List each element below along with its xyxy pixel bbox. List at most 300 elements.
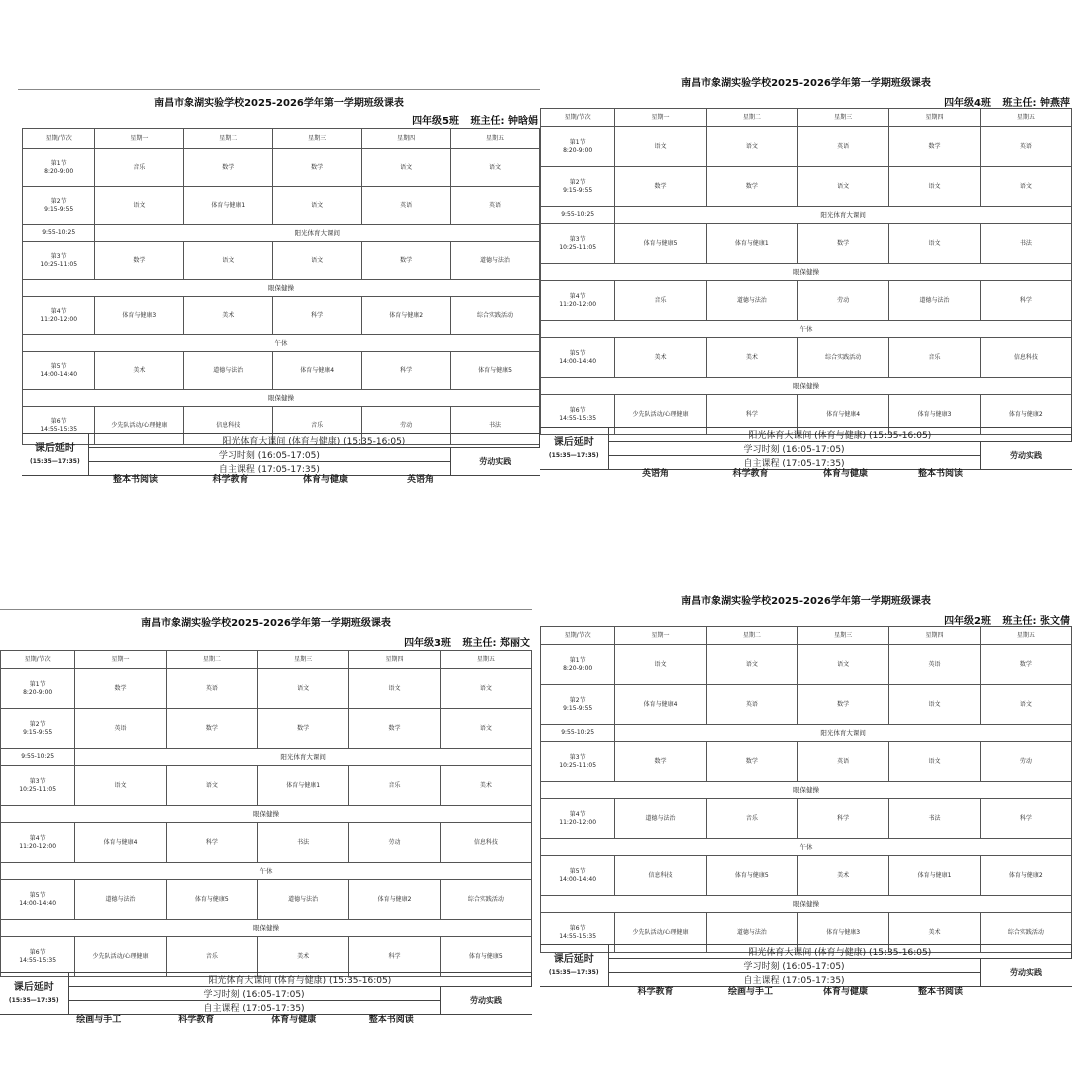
lesson-cell: 语文 xyxy=(273,242,362,280)
period-name: 第6节 xyxy=(569,406,586,414)
elective-activity: 科学教育 xyxy=(637,987,674,997)
period-name: 第3节 xyxy=(569,235,586,243)
lesson-cell: 语文 xyxy=(615,127,706,167)
labor-practice: 劳动实践 xyxy=(450,448,539,476)
lesson-cell: 数学 xyxy=(706,167,797,207)
eye-exercise: 眼保健操 xyxy=(23,280,540,297)
elective-activity: 英语角 xyxy=(406,475,434,485)
after-row xyxy=(540,428,1072,442)
after-activity-3: 自主课程 (17:05-17:35) xyxy=(608,456,980,470)
after-school-title-cell xyxy=(0,973,68,1015)
period-label xyxy=(541,127,615,167)
separator-row xyxy=(541,896,1072,913)
after-school-title: 课后延时 xyxy=(553,953,594,965)
elective-activity: 体育与健康 xyxy=(822,469,868,479)
lesson-cell: 美术 xyxy=(440,766,531,806)
period-row xyxy=(1,823,532,863)
after-school-time: (15:35—17:35) xyxy=(548,451,599,459)
break-activity: 阳光体育大课间 xyxy=(75,749,532,766)
period-time: 14:00-14:40 xyxy=(40,370,78,378)
lesson-cell: 少先队活动/心理健康 xyxy=(95,407,184,445)
elective-activity: 绘画与手工 xyxy=(727,987,773,997)
break-activity: 阳光体育大课间 xyxy=(95,225,540,242)
lesson-cell: 道德与法治 xyxy=(257,880,348,920)
head-teacher: 班主任: 钟燕萍 xyxy=(1002,98,1070,109)
period-time: 14:00-14:40 xyxy=(559,357,597,365)
header-row xyxy=(541,109,1072,127)
separator-row xyxy=(1,749,532,766)
header-day: 星期三 xyxy=(257,651,348,669)
lesson-cell: 科学 xyxy=(166,823,257,863)
lesson-cell: 体育与健康5 xyxy=(706,856,797,896)
noon-break: 午休 xyxy=(1,863,532,880)
lesson-cell: 音乐 xyxy=(615,281,706,321)
lesson-cell: 劳动 xyxy=(980,742,1071,782)
eye-exercise: 眼保健操 xyxy=(541,896,1072,913)
period-time: 11:20-12:00 xyxy=(40,315,78,323)
eye-exercise: 眼保健操 xyxy=(541,264,1072,281)
after-activity-1: 阳光体育大课间 (体育与健康) (15:35-16:05) xyxy=(608,945,1071,959)
after-row xyxy=(22,434,540,448)
lesson-cell: 劳动 xyxy=(362,407,451,445)
class-name: 四年级3班 xyxy=(404,638,452,649)
lesson-cell: 数学 xyxy=(75,669,166,709)
after-school-title: 课后延时 xyxy=(34,442,75,454)
header-day: 星期二 xyxy=(706,109,797,127)
noon-break: 午休 xyxy=(23,335,540,352)
lesson-cell: 体育与健康2 xyxy=(362,297,451,335)
period-row xyxy=(23,149,540,187)
eye-exercise: 眼保健操 xyxy=(1,806,532,823)
separator-row xyxy=(1,863,532,880)
after-activity-3: 自主课程 (17:05-17:35) xyxy=(608,973,980,987)
class-name: 四年级4班 xyxy=(944,98,992,109)
head-teacher: 班主任: 钟晗娟 xyxy=(470,116,538,127)
school-title: 南昌市象湖实验学校2025-2026学年第一学期班级课表 xyxy=(681,78,931,89)
period-name: 第3节 xyxy=(29,777,46,785)
timetable-grid xyxy=(540,626,1072,953)
after-school-time: (15:35—17:35) xyxy=(8,996,59,1004)
header-row xyxy=(541,627,1072,645)
lesson-cell: 数学 xyxy=(615,167,706,207)
period-label xyxy=(23,149,95,187)
lesson-cell: 音乐 xyxy=(706,799,797,839)
period-label xyxy=(1,669,75,709)
lesson-cell: 体育与健康3 xyxy=(95,297,184,335)
period-name: 第5节 xyxy=(50,362,67,370)
header-day: 星期一 xyxy=(615,627,706,645)
lesson-cell: 美术 xyxy=(95,352,184,390)
period-name: 第3节 xyxy=(569,753,586,761)
header-day: 星期二 xyxy=(166,651,257,669)
after-row xyxy=(540,959,1072,973)
period-time: 11:20-12:00 xyxy=(559,818,597,826)
lesson-cell: 体育与健康5 xyxy=(451,352,540,390)
period-time: 9:15-9:55 xyxy=(44,205,74,213)
timetable-grid xyxy=(22,128,540,445)
lesson-cell: 英语 xyxy=(75,709,166,749)
period-row xyxy=(1,880,532,920)
period-label xyxy=(541,685,615,725)
lesson-cell: 美术 xyxy=(797,856,888,896)
period-name: 第2节 xyxy=(569,696,586,704)
period-label xyxy=(1,880,75,920)
lesson-cell: 体育与健康1 xyxy=(706,224,797,264)
lesson-cell: 数学 xyxy=(980,645,1071,685)
separator-row xyxy=(1,920,532,937)
separator-row xyxy=(541,378,1072,395)
lesson-cell: 语文 xyxy=(95,187,184,225)
lesson-cell: 语文 xyxy=(257,669,348,709)
after-row xyxy=(22,448,540,462)
break-time: 9:55-10:25 xyxy=(541,207,615,224)
break-time: 9:55-10:25 xyxy=(541,725,615,742)
school-title: 南昌市象湖实验学校2025-2026学年第一学期班级课表 xyxy=(154,98,404,109)
elective-activity: 体育与健康 xyxy=(302,475,348,485)
activities-row xyxy=(608,466,988,479)
timetable-sheet-class4 xyxy=(540,70,1072,480)
period-time: 14:00-14:40 xyxy=(19,899,57,907)
period-time: 8:20-9:00 xyxy=(563,664,593,672)
period-row xyxy=(541,799,1072,839)
period-time: 10:25-11:05 xyxy=(19,785,57,793)
header-day: 星期三 xyxy=(797,109,888,127)
elective-activity: 科学教育 xyxy=(178,1015,215,1025)
lesson-cell: 科学 xyxy=(797,799,888,839)
lesson-cell: 英语 xyxy=(797,127,888,167)
period-name: 第1节 xyxy=(569,138,586,146)
lesson-cell: 信息科技 xyxy=(184,407,273,445)
class-info xyxy=(396,634,530,649)
separator-row xyxy=(23,390,540,407)
period-row xyxy=(541,685,1072,725)
header-day: 星期一 xyxy=(615,109,706,127)
head-teacher: 班主任: 郑丽文 xyxy=(462,638,530,649)
eye-exercise: 眼保健操 xyxy=(1,920,532,937)
header-period-day: 星期/节次 xyxy=(541,627,615,645)
period-row xyxy=(541,742,1072,782)
lesson-cell: 语文 xyxy=(706,645,797,685)
lesson-cell: 体育与健康2 xyxy=(980,856,1071,896)
header-day: 星期五 xyxy=(980,627,1071,645)
period-name: 第3节 xyxy=(50,252,67,260)
period-time: 8:20-9:00 xyxy=(44,167,74,175)
lesson-cell: 英语 xyxy=(166,669,257,709)
period-label xyxy=(23,352,95,390)
lesson-cell: 数学 xyxy=(362,242,451,280)
period-time: 11:20-12:00 xyxy=(559,300,597,308)
after-school-title: 课后延时 xyxy=(13,981,54,993)
lesson-cell: 英语 xyxy=(889,645,980,685)
break-time: 9:55-10:25 xyxy=(1,749,75,766)
lesson-cell: 美术 xyxy=(257,937,348,977)
period-time: 9:15-9:55 xyxy=(563,186,593,194)
period-row xyxy=(541,127,1072,167)
header-period-day: 星期/节次 xyxy=(23,129,95,149)
period-label xyxy=(541,856,615,896)
separator-row xyxy=(541,725,1072,742)
lesson-cell: 数学 xyxy=(273,149,362,187)
period-time: 14:55-15:35 xyxy=(40,425,78,433)
header-day: 星期四 xyxy=(889,627,980,645)
lesson-cell: 体育与健康4 xyxy=(615,685,706,725)
lesson-cell: 语文 xyxy=(184,242,273,280)
period-row xyxy=(1,766,532,806)
period-label xyxy=(23,297,95,335)
after-activity-3: 自主课程 (17:05-17:35) xyxy=(68,1001,440,1015)
timetable-sheet-class3 xyxy=(0,608,532,1026)
period-name: 第2节 xyxy=(29,720,46,728)
lesson-cell: 语文 xyxy=(706,127,797,167)
header-day: 星期二 xyxy=(706,627,797,645)
period-name: 第2节 xyxy=(50,197,67,205)
period-name: 第6节 xyxy=(569,924,586,932)
header-day: 星期五 xyxy=(980,109,1071,127)
lesson-cell: 语文 xyxy=(166,766,257,806)
header-period-day: 星期/节次 xyxy=(541,109,615,127)
period-name: 第5节 xyxy=(29,891,46,899)
period-name: 第5节 xyxy=(569,867,586,875)
period-name: 第4节 xyxy=(569,810,586,818)
lesson-cell: 数学 xyxy=(349,709,440,749)
elective-activity: 整本书阅读 xyxy=(917,987,963,997)
lesson-cell: 科学 xyxy=(349,937,440,977)
lesson-cell: 语文 xyxy=(980,685,1071,725)
lesson-cell: 科学 xyxy=(980,799,1071,839)
after-school-title: 课后延时 xyxy=(553,436,594,448)
lesson-cell: 数学 xyxy=(257,709,348,749)
period-row xyxy=(23,242,540,280)
period-name: 第4节 xyxy=(569,292,586,300)
period-label xyxy=(23,187,95,225)
timetable-sheet-class2 xyxy=(540,588,1072,998)
lesson-cell: 信息科技 xyxy=(440,823,531,863)
eye-exercise: 眼保健操 xyxy=(541,782,1072,799)
class-info xyxy=(936,94,1070,109)
labor-practice: 劳动实践 xyxy=(440,987,531,1015)
lesson-cell: 美术 xyxy=(184,297,273,335)
period-row xyxy=(1,709,532,749)
school-title: 南昌市象湖实验学校2025-2026学年第一学期班级课表 xyxy=(141,618,391,629)
period-label xyxy=(23,242,95,280)
elective-activity: 科学教育 xyxy=(212,475,249,485)
lesson-cell: 音乐 xyxy=(889,338,980,378)
lesson-cell: 英语 xyxy=(362,187,451,225)
elective-activity: 整本书阅读 xyxy=(112,475,158,485)
lesson-cell: 语文 xyxy=(889,167,980,207)
head-teacher: 班主任: 张文倩 xyxy=(1002,616,1070,627)
header-day: 星期二 xyxy=(184,129,273,149)
labor-practice: 劳动实践 xyxy=(980,959,1071,987)
separator-row xyxy=(541,321,1072,338)
period-time: 9:15-9:55 xyxy=(23,728,53,736)
break-activity: 阳光体育大课间 xyxy=(615,207,1072,224)
header-day: 星期一 xyxy=(95,129,184,149)
separator-row xyxy=(23,335,540,352)
lesson-cell: 体育与健康2 xyxy=(980,395,1071,435)
lesson-cell: 少先队活动/心理健康 xyxy=(615,395,706,435)
lesson-cell: 数学 xyxy=(184,149,273,187)
lesson-cell: 美术 xyxy=(889,913,980,953)
lesson-cell: 少先队活动/心理健康 xyxy=(75,937,166,977)
elective-activity: 体育与健康 xyxy=(271,1015,317,1025)
lesson-cell: 劳动 xyxy=(349,823,440,863)
period-time: 8:20-9:00 xyxy=(563,146,593,154)
period-name: 第2节 xyxy=(569,178,586,186)
class-name: 四年级5班 xyxy=(412,116,460,127)
lesson-cell: 书法 xyxy=(257,823,348,863)
header-day: 星期四 xyxy=(362,129,451,149)
eye-exercise: 眼保健操 xyxy=(541,378,1072,395)
lesson-cell: 音乐 xyxy=(273,407,362,445)
header-day: 星期三 xyxy=(273,129,362,149)
after-school-time: (15:35—17:35) xyxy=(30,457,80,465)
lesson-cell: 语文 xyxy=(889,224,980,264)
period-label xyxy=(541,281,615,321)
class-info xyxy=(404,112,538,127)
lesson-cell: 体育与健康5 xyxy=(166,880,257,920)
lesson-cell: 体育与健康1 xyxy=(257,766,348,806)
after-activity-2: 学习时刻 (16:05-17:05) xyxy=(68,987,440,1001)
period-label xyxy=(541,645,615,685)
lesson-cell: 道德与法治 xyxy=(75,880,166,920)
lesson-cell: 语文 xyxy=(75,766,166,806)
period-label xyxy=(1,937,75,977)
lesson-cell: 语文 xyxy=(797,645,888,685)
header-period-day: 星期/节次 xyxy=(1,651,75,669)
period-label xyxy=(1,766,75,806)
lesson-cell: 道德与法治 xyxy=(451,242,540,280)
lesson-cell: 英语 xyxy=(980,127,1071,167)
lesson-cell: 少先队活动/心理健康 xyxy=(615,913,706,953)
period-name: 第4节 xyxy=(29,834,46,842)
lesson-cell: 数学 xyxy=(797,685,888,725)
period-time: 8:20-9:00 xyxy=(23,688,53,696)
lesson-cell: 综合实践活动 xyxy=(980,913,1071,953)
separator-row xyxy=(1,806,532,823)
class-name: 四年级2班 xyxy=(944,616,992,627)
period-name: 第1节 xyxy=(50,159,67,167)
after-school-title-cell xyxy=(540,945,608,987)
period-row xyxy=(541,856,1072,896)
period-name: 第6节 xyxy=(29,948,46,956)
lesson-cell: 语文 xyxy=(440,709,531,749)
period-label xyxy=(541,799,615,839)
lesson-cell: 语文 xyxy=(362,149,451,187)
lesson-cell: 音乐 xyxy=(166,937,257,977)
lesson-cell: 体育与健康1 xyxy=(889,856,980,896)
period-row xyxy=(23,297,540,335)
lesson-cell: 信息科技 xyxy=(980,338,1071,378)
period-label xyxy=(1,823,75,863)
lesson-cell: 语文 xyxy=(797,167,888,207)
after-school-table xyxy=(540,944,1072,987)
lesson-cell: 数学 xyxy=(95,242,184,280)
period-time: 14:00-14:40 xyxy=(559,875,597,883)
lesson-cell: 体育与健康5 xyxy=(440,937,531,977)
lesson-cell: 音乐 xyxy=(349,766,440,806)
timetable-grid xyxy=(0,650,532,977)
lesson-cell: 科学 xyxy=(706,395,797,435)
lesson-cell: 语文 xyxy=(349,669,440,709)
lesson-cell: 语文 xyxy=(440,669,531,709)
lesson-cell: 体育与健康4 xyxy=(273,352,362,390)
school-title: 南昌市象湖实验学校2025-2026学年第一学期班级课表 xyxy=(681,596,931,607)
period-row xyxy=(541,224,1072,264)
after-school-table xyxy=(22,433,540,476)
eye-exercise: 眼保健操 xyxy=(23,390,540,407)
after-school-table xyxy=(0,972,532,1015)
lesson-cell: 科学 xyxy=(980,281,1071,321)
lesson-cell: 音乐 xyxy=(95,149,184,187)
separator-row xyxy=(541,839,1072,856)
activities-row xyxy=(88,472,468,485)
lesson-cell: 综合实践活动 xyxy=(440,880,531,920)
elective-activity: 整本书阅读 xyxy=(368,1015,414,1025)
lesson-cell: 信息科技 xyxy=(615,856,706,896)
after-activity-1: 阳光体育大课间 (体育与健康) (15:35-16:05) xyxy=(608,428,1071,442)
period-time: 9:15-9:55 xyxy=(563,704,593,712)
lesson-cell: 体育与健康5 xyxy=(615,224,706,264)
period-time: 10:25-11:05 xyxy=(559,761,597,769)
period-row xyxy=(23,187,540,225)
after-row xyxy=(540,442,1072,456)
lesson-cell: 体育与健康3 xyxy=(889,395,980,435)
period-time: 11:20-12:00 xyxy=(19,842,57,850)
elective-activity: 英语角 xyxy=(641,469,669,479)
lesson-cell: 数学 xyxy=(889,127,980,167)
lesson-cell: 综合实践活动 xyxy=(451,297,540,335)
lesson-cell: 科学 xyxy=(362,352,451,390)
lesson-cell: 语文 xyxy=(889,742,980,782)
lesson-cell: 道德与法治 xyxy=(615,799,706,839)
header-day: 星期五 xyxy=(451,129,540,149)
after-activity-2: 学习时刻 (16:05-17:05) xyxy=(88,448,450,462)
lesson-cell: 书法 xyxy=(980,224,1071,264)
lesson-cell: 科学 xyxy=(273,297,362,335)
period-name: 第4节 xyxy=(50,307,67,315)
lesson-cell: 道德与法治 xyxy=(706,281,797,321)
lesson-cell: 英语 xyxy=(797,742,888,782)
after-school-time: (15:35—17:35) xyxy=(548,968,599,976)
lesson-cell: 数学 xyxy=(797,224,888,264)
lesson-cell: 体育与健康2 xyxy=(349,880,440,920)
lesson-cell: 综合实践活动 xyxy=(797,338,888,378)
period-label xyxy=(541,224,615,264)
lesson-cell: 英语 xyxy=(706,685,797,725)
after-school-title-cell xyxy=(540,428,608,470)
lesson-cell: 语文 xyxy=(273,187,362,225)
lesson-cell: 语文 xyxy=(889,685,980,725)
period-time: 14:55-15:35 xyxy=(19,956,57,964)
period-label xyxy=(541,338,615,378)
separator-row xyxy=(541,207,1072,224)
separator-row xyxy=(541,782,1072,799)
noon-break: 午休 xyxy=(541,321,1072,338)
header-row xyxy=(1,651,532,669)
header-row xyxy=(23,129,540,149)
header-day: 星期四 xyxy=(349,651,440,669)
lesson-cell: 体育与健康4 xyxy=(797,395,888,435)
header-day: 星期五 xyxy=(440,651,531,669)
lesson-cell: 美术 xyxy=(706,338,797,378)
period-row xyxy=(1,937,532,977)
separator-row xyxy=(541,264,1072,281)
after-activity-1: 阳光体育大课间 (体育与健康) (15:35-16:05) xyxy=(68,973,531,987)
timetable-sheet-class5 xyxy=(18,88,540,488)
after-activity-3: 自主课程 (17:05-17:35) xyxy=(88,462,450,476)
period-label xyxy=(541,167,615,207)
